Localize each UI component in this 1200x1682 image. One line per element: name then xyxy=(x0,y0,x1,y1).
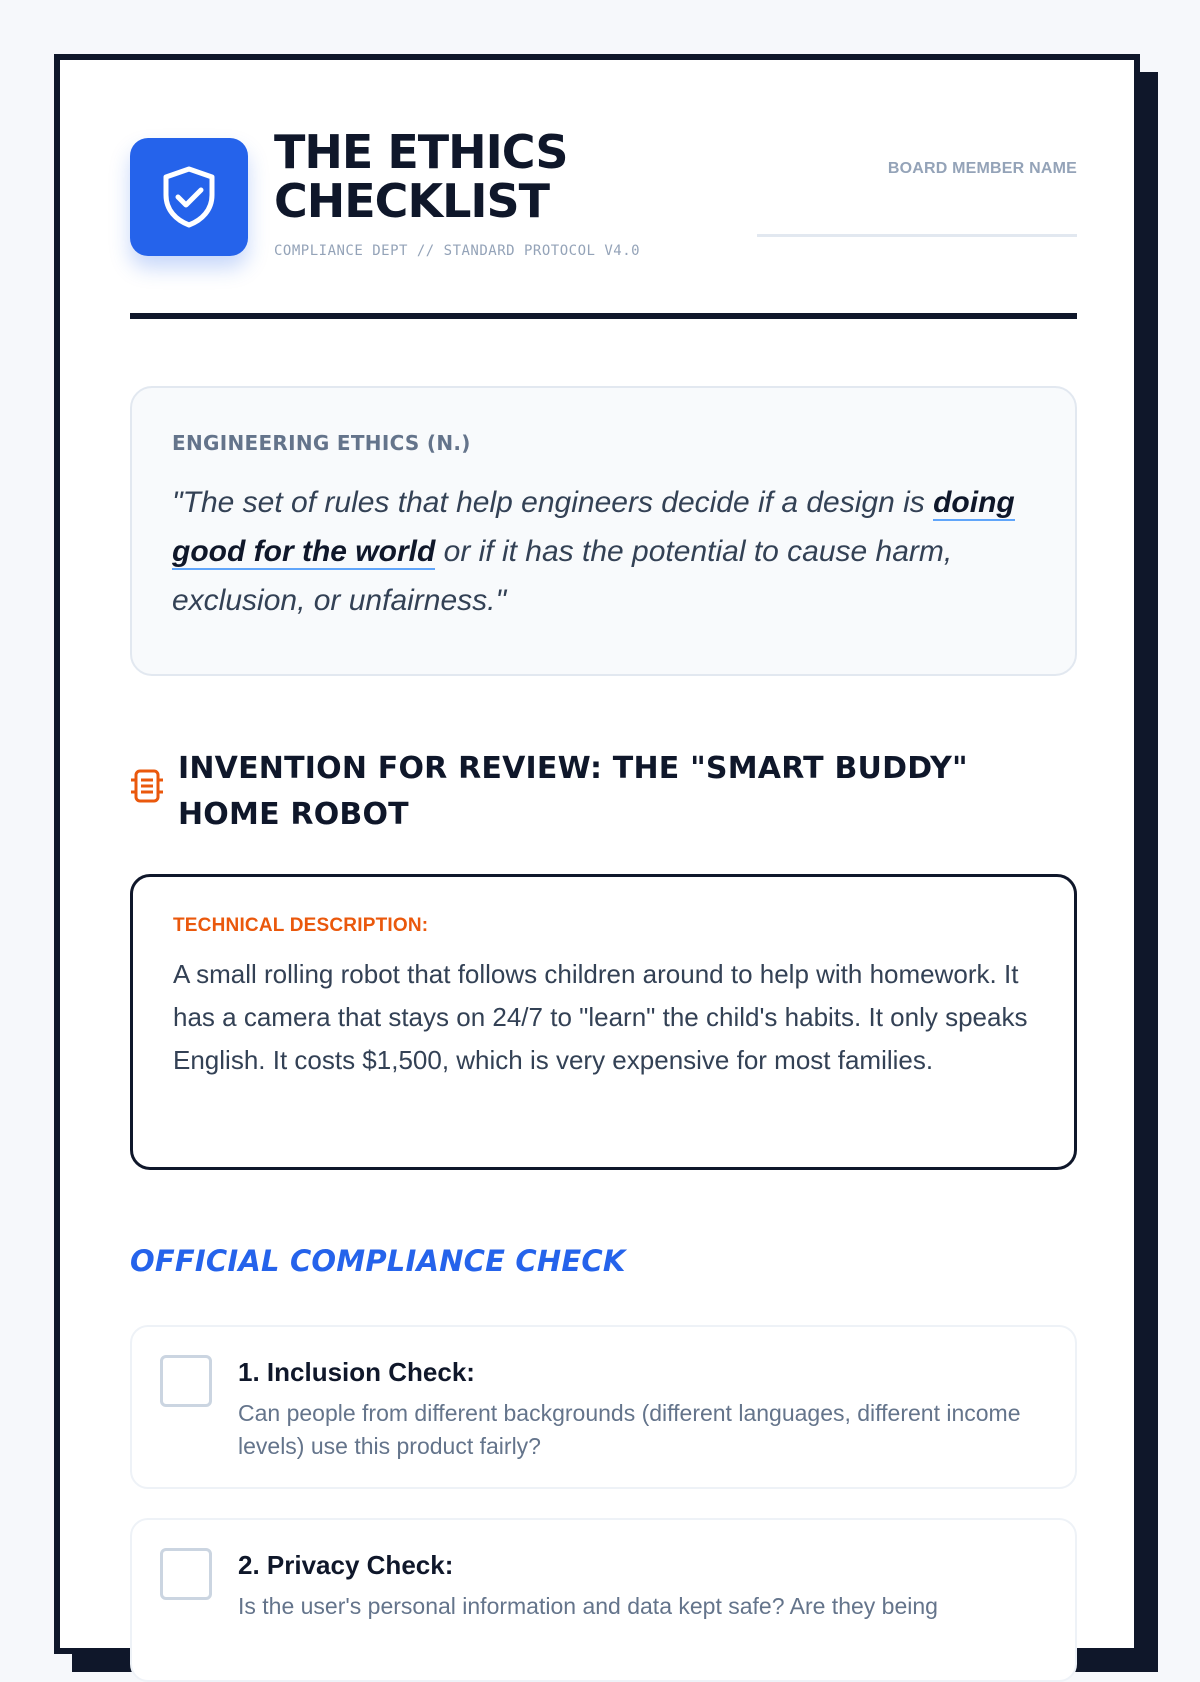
technical-description-card xyxy=(130,874,1077,1170)
definition-text-end: or if it has the potential to cause harm, exclusion, or unfairness." xyxy=(172,535,953,617)
checklist-item xyxy=(130,1325,1077,1489)
checklist-sheet xyxy=(54,54,1140,1654)
board-member-name-label: BOARD MEMBER NAME xyxy=(887,160,1077,177)
inclusion-checkbox[interactable] xyxy=(160,1355,212,1407)
checklist-item-title: 1. Inclusion Check: xyxy=(238,1357,475,1387)
definition-text xyxy=(172,478,1035,625)
shield-check-icon xyxy=(130,138,248,256)
invention-heading: INVENTION FOR REVIEW: THE "SMART BUDDY" HOME ROBOT xyxy=(178,751,968,832)
compliance-heading: OFFICIAL COMPLIANCE CHECK xyxy=(130,1244,626,1278)
checklist-item-description: Can people from different backgrounds (different languages, different income levels) use this product fairly? xyxy=(238,1400,1021,1459)
board-member-name-input[interactable] xyxy=(757,198,1077,237)
robot-icon xyxy=(130,768,164,804)
privacy-checkbox[interactable] xyxy=(160,1548,212,1600)
definition-text-start: "The set of rules that help engineers decide if a design is xyxy=(172,486,934,519)
definition-card xyxy=(130,386,1077,676)
checklist-item-description: Is the user's personal information and data kept safe? Are they being xyxy=(238,1593,938,1619)
header-divider xyxy=(130,313,1077,319)
technical-description-text: A small rolling robot that follows children around to help with homework. It has a camera that stays on 24/7 to "learn" the child's habits. It only speaks English. It costs $1,500, which is very expensive for most families. xyxy=(173,959,1028,1075)
definition-emphasis: doing good for the world xyxy=(172,486,1015,568)
page-title: THE ETHICS CHECKLIST xyxy=(274,125,568,228)
checklist-item xyxy=(130,1518,1077,1682)
page-subtitle: COMPLIANCE DEPT // STANDARD PROTOCOL V4.0 xyxy=(274,243,641,259)
checklist-item-title: 2. Privacy Check: xyxy=(238,1550,454,1580)
definition-term: ENGINEERING ETHICS (N.) xyxy=(172,431,471,455)
technical-description-label: TECHNICAL DESCRIPTION: xyxy=(173,915,429,936)
